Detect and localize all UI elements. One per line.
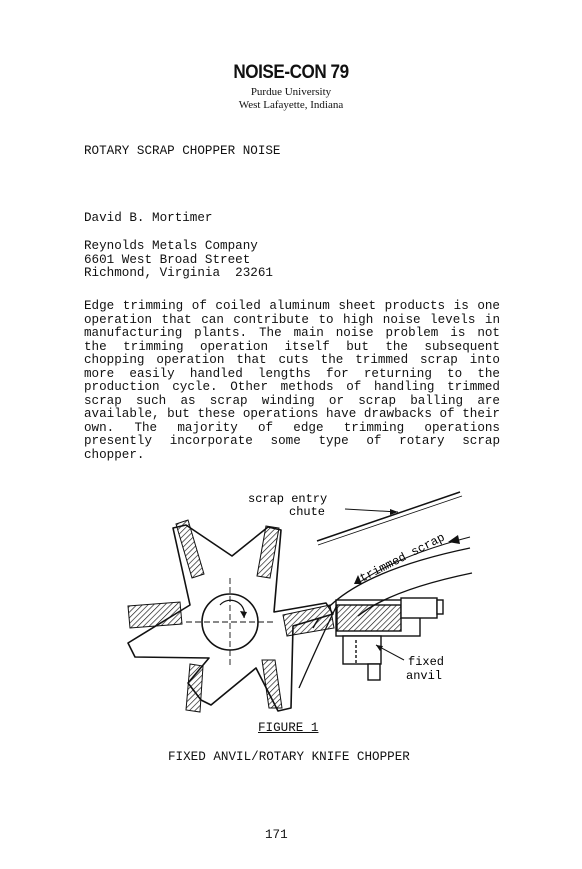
knife-blade bbox=[128, 602, 182, 628]
university: Purdue University bbox=[250, 86, 332, 98]
label-fixed: fixed bbox=[408, 655, 445, 669]
page-number: 171 bbox=[265, 828, 288, 842]
abstract-line: own. The majority of edge trimming operations bbox=[84, 420, 500, 435]
abstract-line: chopping operation that cuts the trimmed scrap into bbox=[84, 353, 500, 367]
author: David B. Mortimer bbox=[84, 211, 213, 225]
abstract-line: production cycle. Other methods of handling trimmed bbox=[84, 380, 500, 394]
abstract-line: more easily handled lengths for returning to the bbox=[84, 366, 500, 381]
affiliation-line: 6601 West Broad Street bbox=[84, 252, 251, 267]
abstract-line: the trimming operation itself but the subsequent bbox=[84, 339, 500, 354]
abstract-line: scrap such as scrap winding or scrap balling are bbox=[84, 393, 500, 408]
rotor bbox=[128, 520, 334, 712]
abstract-line: manufacturing plants. The main noise problem is not bbox=[84, 326, 500, 340]
location: West Lafayette, Indiana bbox=[238, 99, 344, 111]
label-trimmed-scrap: trimmed scrap bbox=[357, 530, 448, 586]
figure-number: FIGURE 1 bbox=[258, 721, 319, 735]
conference-title: NOISE-CON 79 bbox=[233, 62, 349, 83]
abstract-line: available, but these operations have drawbacks of their bbox=[84, 407, 500, 421]
knife-blade bbox=[186, 664, 203, 712]
figure-caption: FIXED ANVIL/ROTARY KNIFE CHOPPER bbox=[168, 750, 410, 764]
affiliation-line: Reynolds Metals Company bbox=[84, 239, 258, 253]
paper-title: ROTARY SCRAP CHOPPER NOISE bbox=[84, 144, 281, 158]
abstract-line: presently incorporate some type of rotary scrap bbox=[84, 434, 500, 448]
label-scrap-entry: scrap entry bbox=[248, 492, 328, 506]
abstract-line: chopper. bbox=[84, 447, 145, 462]
abstract-line: operation that can contribute to high noise levels in bbox=[84, 312, 500, 327]
affiliation-line: Richmond, Virginia 23261 bbox=[84, 266, 273, 280]
label-chute: chute bbox=[289, 505, 326, 519]
label-anvil: anvil bbox=[406, 669, 443, 683]
abstract-line: Edge trimming of coiled aluminum sheet products is one bbox=[84, 299, 500, 313]
